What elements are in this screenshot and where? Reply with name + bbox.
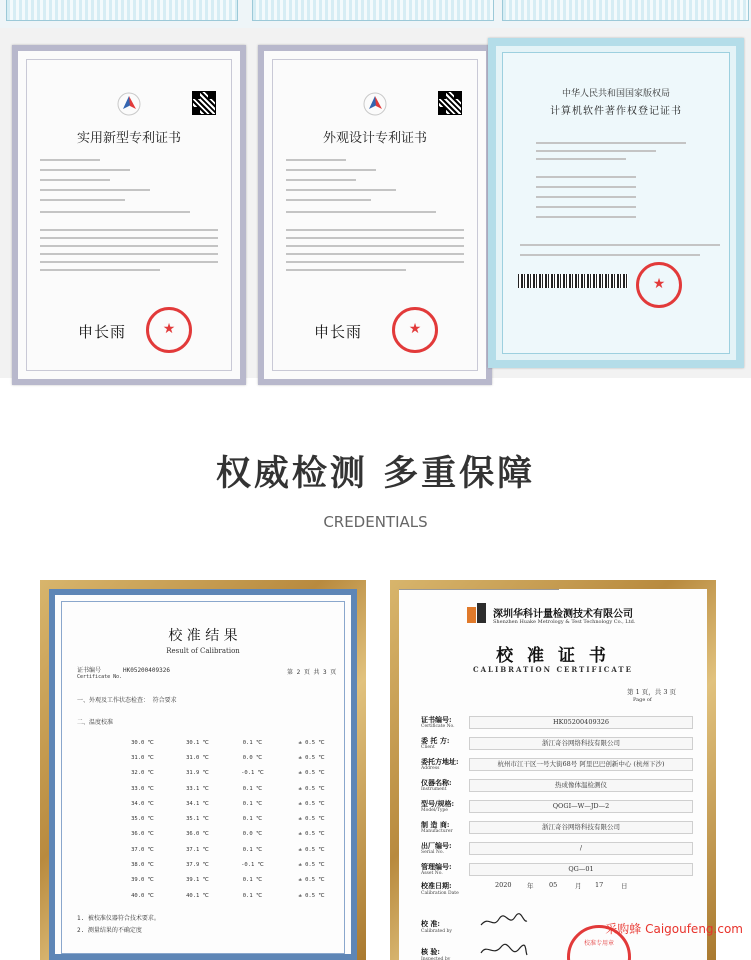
calibration-certificate-document [399, 589, 707, 960]
cropped-certificate-edge [6, 0, 238, 21]
table-cell: 35.1 ℃ [186, 816, 209, 823]
cropped-certificate-edge [252, 0, 494, 21]
table-cell: 34.0 ℃ [131, 800, 154, 807]
text-line [286, 253, 464, 255]
calibration-data-table [115, 735, 343, 903]
table-row [115, 827, 343, 842]
table-cell: ± 0.5 ℃ [298, 816, 325, 823]
qr-code-icon [438, 91, 462, 115]
calibration-date-label: 校准日期: [421, 881, 452, 890]
field-value: 杭州市江干区一号大街68号 阿里巴巴创新中心 (杭州下沙) [469, 758, 693, 771]
utility-patent-certificate [12, 45, 246, 385]
company-logo-icon [467, 603, 487, 625]
calibration-certificate-frame [390, 580, 716, 960]
table-cell: 40.1 ℃ [186, 892, 209, 899]
table-cell: 32.0 ℃ [131, 770, 154, 777]
table-cell: 37.0 ℃ [131, 846, 154, 853]
table-cell: ± 0.5 ℃ [298, 739, 325, 746]
table-row [115, 796, 343, 811]
table-cell: ± 0.5 ℃ [298, 754, 325, 761]
inspected-by-label-en: Inspected by [421, 957, 451, 960]
text-line [536, 176, 636, 178]
company-name: 深圳华科计量检测技术有限公司 [493, 609, 633, 620]
text-line [286, 199, 371, 201]
table-cell: 0.1 ℃ [242, 846, 263, 853]
table-cell: ± 0.5 ℃ [298, 800, 325, 807]
calibration-results-frame [40, 580, 366, 960]
table-cell: ± 0.5 ℃ [298, 892, 325, 899]
document-title-en: CALIBRATION CERTIFICATE [473, 665, 633, 674]
certificate-title: 计算机软件著作权登记证书 [550, 106, 682, 117]
site-watermark: 采购蜂 Caigoufeng.com [605, 922, 743, 936]
date-year: 2020 [495, 881, 512, 889]
section-temperature: 二、温度校准 [77, 719, 114, 726]
date-day-unit: 日 [621, 882, 628, 890]
table-cell: 37.1 ℃ [186, 846, 209, 853]
certificate-title: 实用新型专利证书 [76, 131, 181, 146]
table-cell: 0.0 ℃ [242, 831, 263, 838]
field-label: 证书编号: [421, 715, 452, 724]
table-cell: ± 0.5 ℃ [298, 846, 325, 853]
field-label: 管理编号: [421, 862, 452, 871]
table-cell: ± 0.5 ℃ [298, 862, 325, 869]
table-row [115, 781, 343, 796]
page-indicator: 第 1 页，共 3 页 [627, 688, 677, 696]
table-cell: 36.0 ℃ [186, 831, 209, 838]
field-label-en: Client [421, 745, 435, 750]
inspected-by-label: 核 验: [421, 947, 441, 956]
field-value: 热成像体温检测仪 [469, 779, 693, 792]
table-cell: 0.1 ℃ [242, 739, 263, 746]
text-line [40, 169, 130, 171]
table-row [115, 873, 343, 888]
page-indicator: 第 2 页 共 3 页 [287, 669, 337, 676]
patent-office-logo-icon [116, 91, 142, 117]
section-headline: 权威检测 多重保障 [215, 454, 536, 494]
text-line [40, 261, 218, 263]
table-cell: 34.1 ℃ [186, 800, 209, 807]
text-line [520, 244, 720, 246]
table-row [115, 811, 343, 826]
field-label-en: Address [421, 766, 440, 771]
table-cell: -0.1 ℃ [241, 862, 264, 869]
official-seal [636, 262, 682, 308]
table-cell: 33.1 ℃ [186, 785, 209, 792]
document-title-en: Result of Calibration [166, 647, 240, 655]
field-label-en: Asset No. [421, 871, 443, 876]
calibrator-signature-icon [479, 911, 529, 931]
field-label: 型号/规格: [421, 799, 455, 808]
director-signature: 申长雨 [78, 323, 127, 341]
text-line [520, 254, 700, 256]
text-line [40, 159, 100, 161]
page-indicator-en: Page of [633, 697, 652, 703]
section-appearance: 一、外观及工作状态检查： 符合要求 [77, 697, 177, 704]
top-strip [0, 0, 751, 28]
table-cell: 31.0 ℃ [186, 754, 209, 761]
barcode-icon [518, 274, 628, 288]
text-line [40, 237, 218, 239]
patent-office-logo-icon [362, 91, 388, 117]
cropped-certificate-edge [502, 0, 749, 21]
section-subheadline: CREDENTIALS [323, 513, 428, 531]
certificate-issuer: 中华人民共和国国家版权局 [561, 89, 670, 99]
software-copyright-certificate [488, 38, 744, 368]
table-cell: 0.1 ℃ [242, 800, 263, 807]
text-line [40, 229, 218, 231]
table-cell: 35.0 ℃ [131, 816, 154, 823]
table-row [115, 750, 343, 765]
table-cell: ± 0.5 ℃ [298, 831, 325, 838]
table-cell: 0.1 ℃ [242, 892, 263, 899]
company-name-en: Shenzhen Huake Metrology & Test Technology Co., Ltd. [493, 619, 636, 625]
table-cell: 0.1 ℃ [242, 785, 263, 792]
table-cell: 38.0 ℃ [131, 862, 154, 869]
field-label: 委托方地址: [421, 757, 459, 766]
field-label: 制 造 商: [421, 820, 450, 829]
field-label-en: Certificate No. [421, 724, 455, 729]
director-signature: 申长雨 [314, 323, 363, 341]
text-line [536, 150, 656, 152]
text-line [286, 261, 464, 263]
date-year-unit: 年 [527, 882, 534, 890]
table-row [115, 842, 343, 857]
qr-code-icon [192, 91, 216, 115]
field-label-en: Instrument [421, 787, 447, 792]
field-value: HK05200409326 [469, 716, 693, 729]
text-line [536, 196, 636, 198]
field-value: 浙江奇谷网络科技有限公司 [469, 737, 693, 750]
certificate-number: HK05200409326 [123, 667, 170, 674]
field-value: QG—01 [469, 863, 693, 876]
calibration-results-document [49, 589, 357, 960]
table-cell: ± 0.5 ℃ [298, 877, 325, 884]
official-seal [392, 307, 438, 353]
field-value: 浙江奇谷网络科技有限公司 [469, 821, 693, 834]
text-line [40, 211, 190, 213]
field-value: QOGI—W—JD—2 [469, 800, 693, 813]
field-value: / [469, 842, 693, 855]
table-cell: ± 0.5 ℃ [298, 770, 325, 777]
text-line [536, 158, 626, 160]
text-line [286, 189, 396, 191]
footer-note: 1. 被校准仪器符合技术要求。 [77, 915, 160, 922]
certificate-title: 外观设计专利证书 [322, 131, 427, 146]
table-cell: 39.0 ℃ [131, 877, 154, 884]
field-label-en: Model/Type [421, 808, 448, 813]
text-line [536, 216, 636, 218]
text-line [40, 245, 218, 247]
table-cell: 37.9 ℃ [186, 862, 209, 869]
document-title: 校 准 证 书 [496, 646, 610, 666]
certificate-number-label-en: Certificate No. [77, 674, 123, 680]
field-label: 委 托 方: [421, 736, 450, 745]
patent-certificates-row [0, 28, 751, 378]
table-row [115, 735, 343, 750]
text-line [536, 206, 636, 208]
seal-text: 校准专用章 [583, 940, 614, 947]
table-cell: ± 0.5 ℃ [298, 785, 325, 792]
text-line [286, 237, 464, 239]
date-month-unit: 月 [575, 882, 582, 890]
table-cell: 31.9 ℃ [186, 770, 209, 777]
table-row [115, 857, 343, 872]
design-patent-certificate [258, 45, 492, 385]
field-label: 仪器名称: [421, 778, 452, 787]
calibrated-by-label-en: Calibrated by [421, 929, 452, 934]
table-cell: 0.1 ℃ [242, 816, 263, 823]
text-line [286, 159, 346, 161]
text-line [40, 179, 110, 181]
field-label-en: Manufacturer [421, 829, 453, 834]
table-row [115, 766, 343, 781]
text-line [40, 269, 160, 271]
calibration-date-label-en: Calibration Date [421, 891, 459, 896]
date-underline [399, 589, 559, 590]
text-line [286, 179, 356, 181]
footer-note: 2. 测量结果的不确定度 [77, 927, 142, 934]
date-month: 05 [549, 881, 558, 889]
table-row [115, 888, 343, 903]
table-cell: 36.0 ℃ [131, 831, 154, 838]
calibrated-by-label: 校 准: [421, 919, 441, 928]
certificate-number-label: 证书编号 [77, 667, 102, 674]
text-line [40, 199, 125, 201]
text-line [40, 189, 150, 191]
text-line [286, 245, 464, 247]
table-cell: 30.1 ℃ [186, 739, 209, 746]
text-line [286, 229, 464, 231]
table-cell: 31.0 ℃ [131, 754, 154, 761]
text-line [536, 142, 686, 144]
document-title: 校 准 结 果 [168, 628, 238, 644]
table-cell: 40.0 ℃ [131, 892, 154, 899]
date-day: 17 [595, 881, 604, 889]
field-label: 出厂编号: [421, 841, 452, 850]
table-cell: 39.1 ℃ [186, 877, 209, 884]
text-line [286, 269, 406, 271]
field-label-en: Serial No. [421, 850, 444, 855]
table-cell: 30.0 ℃ [131, 739, 154, 746]
table-cell: 33.0 ℃ [131, 785, 154, 792]
text-line [40, 253, 218, 255]
text-line [286, 169, 376, 171]
text-line [536, 186, 636, 188]
table-cell: 0.1 ℃ [242, 877, 263, 884]
official-seal [146, 307, 192, 353]
inspector-signature-icon [479, 941, 529, 960]
table-cell: -0.1 ℃ [241, 770, 264, 777]
text-line [286, 211, 436, 213]
table-cell: 0.0 ℃ [242, 754, 263, 761]
